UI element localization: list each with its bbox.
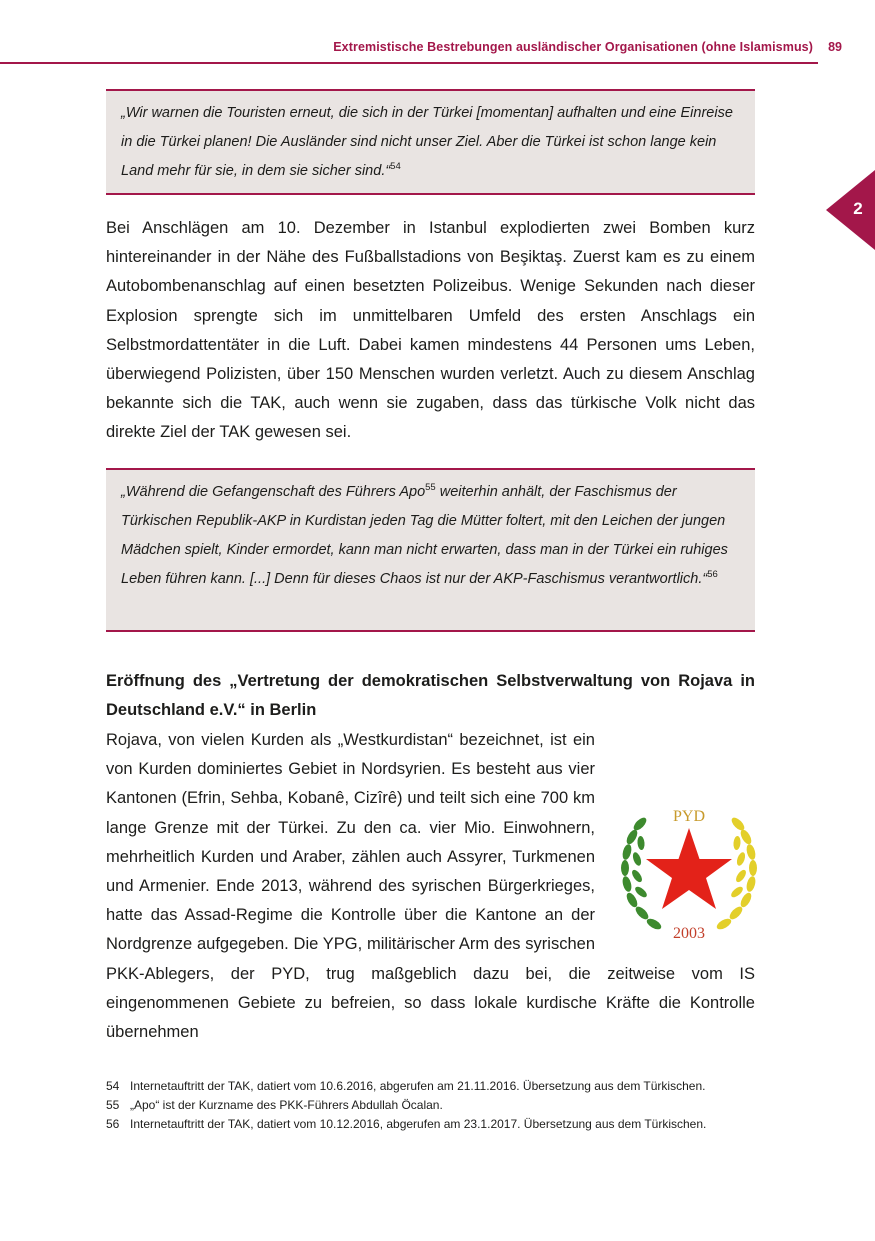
footnote-text: „Apo“ ist der Kurzname des PKK-Führers Abdullah Öcalan. — [130, 1098, 443, 1112]
footnote-text: Internetauftritt der TAK, datiert vom 10.12.2016, abgerufen am 23.1.2017. Übersetzung aus dem Türkischen. — [130, 1117, 707, 1131]
header-rule — [0, 62, 818, 64]
quote-1-text: „Wir warnen die Touristen erneut, die sich in der Türkei [momentan] aufhalten und eine Einreise in die Türkei planen! Die Ausländer sind nicht unser Ziel. Aber die Türkei ist schon lange kein Land mehr für sie, in dem sie sicher sind.“ — [121, 105, 733, 179]
pyd-emblem-icon — [618, 796, 760, 944]
logo-bottom-text: 2003 — [673, 925, 705, 942]
chapter-number: 2 — [853, 199, 863, 218]
footnote-55 — [106, 1096, 755, 1115]
paragraph-2-text: Rojava, von vielen Kurden als „Westkurdistan“ bezeichnet, ist ein von Kurden dominiertes Gebiet in Nordsyrien. Es besteht aus vier Kantonen (Efrin, Sehba, Kobanê, Cizîrê) und teilt sich eine 700 km lange Grenze mit der Türkei. Zu den ca. vier Mio. Einwohnern, mehrheitlich Kurden und Araber, zählen auch Assyrer, Turkmenen und Armenier. Ende 2013, während des syrischen Bürgerkrieges, hatte das Assad-Regime die Kontrolle über die Kantone an der Nordgrenze aufgegeben. Die YPG, militärischer Arm des syrischen PKK-Ablegers, der PYD, trug maßgeblich dazu bei, die zeitweise vom IS eingenommenen Gebiete zu befreien, so dass lokale kurdische Kräfte die Kontrolle übernehmen — [106, 731, 755, 1042]
footnote-ref-54[interactable]: 54 — [390, 161, 401, 173]
footnote-number: 55 — [106, 1098, 120, 1112]
running-title: Extremistische Bestrebungen ausländischer Organisationen (ohne Islamismus) — [333, 40, 813, 54]
quote-box-2 — [106, 468, 755, 632]
footnote-ref-56[interactable]: 56 — [707, 569, 718, 581]
quote-box-1 — [106, 89, 755, 195]
paragraph-1: Bei Anschlägen am 10. Dezember in Istanbul explodierten zwei Bomben kurz hintereinander in der Nähe des Fußballstadions von Beşiktaş. Zuerst kam es zu einem Autobombenanschlag auf einen besetzten Polizeibus. Wenige Sekunden nach dieser Explosion sprengte sich im unmittelbaren Umfeld des ersten Anschlags ein Selbstmordattentäter in die Luft. Dabei kamen mindestens 44 Personen ums Leben, überwiegend Polizisten, über 150 Menschen wurden verletzt. Auch zu diesem Anschlag bekannte sich die TAK, auch wenn sie zugaben, dass das türkische Volk nicht das direkte Ziel der TAK gewesen sei. — [106, 219, 755, 442]
quote-2-text-a: „Während die Gefangenschaft des Führers Apo — [121, 484, 426, 500]
footnote-number: 54 — [106, 1079, 120, 1093]
footnotes — [106, 1077, 755, 1134]
section-heading: Eröffnung des „Vertretung der demokratischen Selbstverwaltung von Rojava in Deutschland e.V.“ in Berlin — [106, 672, 755, 720]
footnote-text: Internetauftritt der TAK, datiert vom 10.6.2016, abgerufen am 21.11.2016. Übersetzung aus dem Türkischen. — [130, 1079, 706, 1093]
logo-top-text: PYD — [672, 808, 706, 825]
footnote-number: 56 — [106, 1117, 120, 1131]
running-header — [0, 0, 875, 64]
footnote-54 — [106, 1077, 755, 1096]
footnote-56 — [106, 1115, 755, 1134]
page-number: 89 — [828, 40, 842, 54]
quote-2-text-b: weiterhin anhält, der Faschismus der Türkischen Republik-AKP in Kurdistan jeden Tag die Mütter foltert, mit den Leichen der jungen Mädchen spielt, Kinder ermordet, kann man nicht erwarten, dass man in der Türkei ein ruhiges Leben führen kann. [...] Denn für dieses Chaos ist nur der AKP-Faschismus verantwortlich.“ — [121, 484, 728, 587]
footnote-ref-55[interactable]: 55 — [425, 482, 436, 494]
pyd-logo — [618, 796, 760, 944]
